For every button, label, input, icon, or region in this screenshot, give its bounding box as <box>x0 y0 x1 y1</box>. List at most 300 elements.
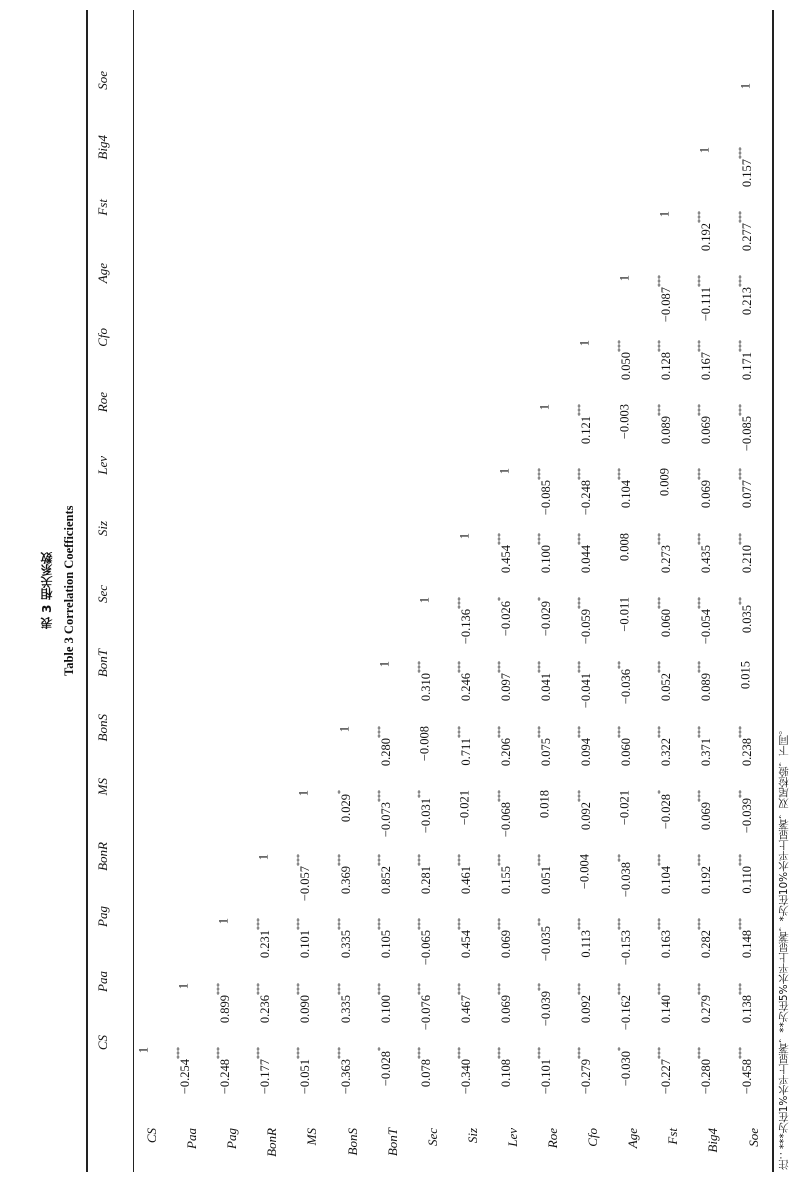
significance-stars: *** <box>295 1047 305 1059</box>
correlation-cell <box>696 726 714 766</box>
correlation-cell <box>696 661 714 701</box>
correlation-cell <box>618 790 633 825</box>
correlation-cell <box>496 918 514 958</box>
significance-stars: *** <box>576 725 586 738</box>
cell-value: −0.136 <box>458 608 473 645</box>
correlation-cell <box>175 1047 193 1094</box>
cell-value: 1 <box>577 339 592 346</box>
cell-value: 0.060 <box>659 608 674 638</box>
significance-stars: *** <box>696 339 706 352</box>
cell-value: −0.041 <box>579 673 594 709</box>
significance-stars: *** <box>656 1047 666 1059</box>
significance-stars: *** <box>335 918 345 931</box>
significance-stars: * <box>656 789 666 794</box>
significance-stars: *** <box>696 661 706 674</box>
cell-value: 0.018 <box>537 789 552 818</box>
significance-stars: *** <box>736 468 746 481</box>
table-caption-zh: 表 3 相关系数 <box>40 552 54 630</box>
cell-value: −0.087 <box>659 287 674 323</box>
correlation-cell <box>576 661 594 708</box>
correlation-cell <box>656 275 674 322</box>
correlation-cell <box>576 468 594 515</box>
significance-stars: *** <box>736 404 746 416</box>
cell-value: 0.077 <box>739 480 754 509</box>
correlation-cell <box>457 790 472 825</box>
cell-value: −0.036 <box>619 669 634 705</box>
significance-stars: *** <box>736 854 746 867</box>
significance-stars: *** <box>495 1047 505 1059</box>
correlation-cell <box>536 661 554 701</box>
significance-stars: *** <box>736 211 746 224</box>
significance-stars: *** <box>375 854 385 867</box>
cell-value: 1 <box>617 275 632 282</box>
cell-value: 0.140 <box>659 994 674 1023</box>
correlation-cell <box>337 726 352 732</box>
correlation-cell <box>376 1047 394 1086</box>
significance-stars: *** <box>576 404 586 416</box>
column-header-age: Age <box>95 263 110 284</box>
header-rule <box>133 10 134 1172</box>
significance-stars: *** <box>415 918 425 931</box>
significance-stars: *** <box>736 1047 746 1059</box>
correlation-cell <box>456 854 474 894</box>
correlation-cell <box>255 983 273 1023</box>
significance-stars: * <box>495 596 505 601</box>
cell-value: −0.101 <box>539 1059 554 1095</box>
significance-stars: *** <box>736 918 746 931</box>
correlation-cell <box>576 918 594 958</box>
significance-stars: *** <box>415 854 425 867</box>
correlation-cell <box>257 854 272 860</box>
correlation-cell <box>376 918 394 958</box>
correlation-cell <box>335 983 353 1023</box>
cell-value: −0.248 <box>579 480 594 516</box>
correlation-cell <box>376 983 394 1023</box>
significance-stars: * <box>535 596 545 601</box>
correlation-cell <box>736 790 754 833</box>
cell-value: −0.363 <box>338 1059 353 1095</box>
cell-value: 0.435 <box>699 544 714 573</box>
correlation-cell <box>536 726 554 766</box>
significance-stars: *** <box>616 725 626 738</box>
column-header-sec: Sec <box>95 584 110 603</box>
correlation-cell <box>496 854 514 894</box>
significance-stars: *** <box>375 725 385 738</box>
correlation-cell <box>616 918 634 965</box>
correlation-cell <box>738 83 753 89</box>
significance-stars: *** <box>576 468 586 481</box>
significance-stars: *** <box>375 789 385 802</box>
significance-stars: *** <box>415 661 425 674</box>
significance-stars: *** <box>175 1047 185 1059</box>
cell-value: −0.028 <box>659 793 674 829</box>
column-header-bons: BonS <box>95 713 110 741</box>
cell-value: −0.039 <box>539 990 554 1026</box>
correlation-cell <box>736 275 754 315</box>
column-header-cfo: Cfo <box>95 327 110 347</box>
cell-value: 1 <box>256 854 271 861</box>
cell-value: 0.015 <box>738 661 752 690</box>
correlation-cell <box>656 340 674 380</box>
significance-stars: *** <box>656 532 666 545</box>
cell-value: 1 <box>537 404 552 411</box>
correlation-cell <box>736 340 754 380</box>
correlation-cell <box>497 468 512 474</box>
significance-stars: *** <box>696 918 706 931</box>
cell-value: 0.192 <box>699 866 714 895</box>
significance-stars: *** <box>535 468 545 481</box>
cell-value: −0.021 <box>617 789 632 825</box>
correlation-cell <box>255 918 273 958</box>
cell-value: −0.073 <box>378 801 393 837</box>
cell-value: 0.138 <box>739 994 754 1023</box>
significance-stars: ** <box>616 661 626 670</box>
correlation-cell <box>656 726 674 766</box>
significance-stars: ** <box>535 982 545 991</box>
significance-stars: *** <box>535 532 545 545</box>
cell-value: −0.280 <box>699 1059 714 1095</box>
significance-stars: *** <box>495 532 505 545</box>
cell-value: 1 <box>337 725 351 732</box>
cell-value: 1 <box>377 661 392 668</box>
correlation-cell <box>376 854 394 894</box>
row-label-bonr: BonR <box>264 1128 280 1157</box>
column-header-fst: Fst <box>95 199 110 216</box>
correlation-cell <box>618 597 633 632</box>
significance-stars: *** <box>495 982 505 995</box>
correlation-cell <box>656 597 674 637</box>
correlation-cell <box>456 597 474 644</box>
cell-value: 0.009 <box>657 468 672 497</box>
cell-value: 0.852 <box>378 866 393 895</box>
significance-stars: *** <box>576 596 586 609</box>
cell-value: 0.008 <box>617 532 632 561</box>
correlation-cell <box>578 340 593 346</box>
correlation-cell <box>177 983 192 989</box>
correlation-cell <box>217 918 232 924</box>
significance-stars: * <box>616 1047 626 1051</box>
correlation-cell <box>696 983 714 1023</box>
significance-stars: *** <box>696 532 706 545</box>
cell-value: −0.029 <box>539 600 554 637</box>
correlation-cell <box>376 726 394 766</box>
correlation-cell <box>295 1047 313 1094</box>
correlation-cell <box>736 597 754 633</box>
significance-stars: *** <box>455 854 465 867</box>
row-label-paa: Paa <box>184 1128 200 1149</box>
significance-stars: *** <box>656 404 666 416</box>
cell-value: −0.039 <box>739 797 754 833</box>
column-header-ms: MS <box>95 777 110 796</box>
correlation-cell <box>618 275 633 281</box>
significance-stars: *** <box>696 789 706 802</box>
correlation-cell <box>618 533 633 561</box>
correlation-cell <box>696 918 714 958</box>
cell-value: 0.105 <box>378 930 393 959</box>
significance-stars: *** <box>736 725 746 738</box>
cell-value: 0.092 <box>579 801 594 830</box>
cell-value: 0.060 <box>619 737 634 766</box>
cell-value: 0.069 <box>699 480 714 509</box>
cell-value: 1 <box>417 596 432 604</box>
cell-value: 0.029 <box>338 793 353 822</box>
correlation-cell <box>496 661 514 701</box>
column-header-lev: Lev <box>95 456 110 476</box>
correlation-cell <box>696 597 714 644</box>
significance-stars: *** <box>535 1047 545 1059</box>
cell-value: 0.050 <box>619 351 634 380</box>
correlation-cell <box>736 404 754 451</box>
correlation-cell <box>456 918 474 958</box>
significance-stars: ** <box>535 918 545 927</box>
cell-value: −0.111 <box>699 287 714 322</box>
cell-value: 0.454 <box>498 544 513 573</box>
correlation-cell <box>696 404 714 444</box>
cell-value: 0.092 <box>579 994 594 1023</box>
row-label-lev: Lev <box>504 1128 520 1147</box>
significance-stars: *** <box>736 146 746 159</box>
row-label-siz: Siz <box>464 1128 480 1144</box>
correlation-cell <box>496 983 514 1023</box>
correlation-cell <box>576 597 594 644</box>
significance-stars: *** <box>215 1047 225 1059</box>
correlation-cell <box>736 468 754 508</box>
cell-value: 0.246 <box>458 673 473 702</box>
cell-value: 0.238 <box>739 737 754 766</box>
significance-stars: *** <box>535 725 545 738</box>
cell-value: −0.458 <box>739 1059 754 1095</box>
correlation-cell <box>536 854 554 894</box>
correlation-cell <box>736 147 754 187</box>
cell-value: 0.167 <box>699 351 714 380</box>
significance-stars: *** <box>656 339 666 352</box>
significance-stars: *** <box>696 1047 706 1059</box>
significance-stars: *** <box>255 918 265 931</box>
cell-value: 0.052 <box>659 673 674 702</box>
significance-stars: *** <box>455 596 465 609</box>
significance-stars: *** <box>656 275 666 288</box>
cell-value: 0.280 <box>378 737 393 766</box>
significance-stars: *** <box>696 854 706 867</box>
significance-stars: *** <box>576 1047 586 1059</box>
cell-value: 1 <box>497 468 512 475</box>
significance-stars: *** <box>255 982 265 995</box>
correlation-cell <box>538 404 553 410</box>
cell-value: 0.113 <box>579 930 594 959</box>
cell-value: 0.078 <box>418 1059 433 1088</box>
significance-stars: *** <box>656 661 666 674</box>
correlation-cell <box>496 533 514 573</box>
correlation-cell <box>335 790 353 822</box>
correlation-cell <box>576 404 594 444</box>
correlation-cell <box>576 983 594 1023</box>
correlation-cell <box>736 533 754 573</box>
correlation-cell <box>417 597 432 603</box>
significance-stars: * <box>335 789 345 794</box>
correlation-cell <box>698 147 713 153</box>
correlation-cell <box>696 468 714 508</box>
significance-stars: *** <box>696 404 706 416</box>
row-label-ms: MS <box>304 1128 320 1146</box>
correlation-cell <box>658 211 673 217</box>
column-header-roe: Roe <box>95 392 110 413</box>
correlation-cell <box>215 983 233 1023</box>
correlation-cell <box>616 1047 634 1086</box>
significance-stars: *** <box>535 661 545 674</box>
cell-value: −0.003 <box>617 404 632 440</box>
correlation-cell <box>656 983 674 1023</box>
cell-value: 0.128 <box>659 351 674 380</box>
cell-value: −0.031 <box>418 797 433 833</box>
cell-value: 0.282 <box>699 930 714 959</box>
significance-stars: ** <box>736 596 746 605</box>
significance-stars: *** <box>455 725 465 738</box>
top-rule <box>86 10 88 1172</box>
significance-stars: *** <box>495 918 505 931</box>
correlation-cell <box>416 790 434 833</box>
cell-value: 0.277 <box>739 223 754 252</box>
column-header-bont: BonT <box>95 649 110 678</box>
significance-stars: *** <box>696 725 706 738</box>
row-label-cfo: Cfo <box>585 1128 601 1147</box>
cell-value: 0.069 <box>498 930 513 959</box>
significance-stars: ** <box>415 789 425 798</box>
significance-stars: ** <box>736 789 746 798</box>
cell-value: −0.059 <box>579 608 594 645</box>
cell-value: −0.057 <box>298 866 313 902</box>
cell-value: −0.035 <box>539 926 554 962</box>
significance-stars: *** <box>335 982 345 995</box>
correlation-cell <box>536 468 554 515</box>
cell-value: 0.279 <box>699 994 714 1023</box>
significance-stars: *** <box>335 1047 345 1059</box>
correlation-cell <box>616 726 634 766</box>
cell-value: 1 <box>738 82 752 89</box>
cell-value: 1 <box>657 211 672 218</box>
cell-value: 0.035 <box>739 604 754 634</box>
correlation-cell <box>137 1047 152 1053</box>
significance-stars: * <box>375 1047 385 1051</box>
cell-value: 0.069 <box>498 994 513 1023</box>
correlation-cell <box>456 726 474 766</box>
correlation-cell <box>656 854 674 894</box>
correlation-cell <box>297 790 312 796</box>
cell-value: 0.075 <box>539 737 554 766</box>
cell-value: 0.335 <box>338 930 353 959</box>
correlation-cell <box>616 340 634 380</box>
cell-value: 0.090 <box>298 994 313 1023</box>
cell-value: −0.028 <box>378 1051 393 1087</box>
cell-value: 0.163 <box>659 930 674 959</box>
cell-value: 1 <box>697 146 712 154</box>
significance-stars: *** <box>455 982 465 995</box>
cell-value: 0.711 <box>458 737 473 766</box>
cell-value: 1 <box>296 789 311 797</box>
correlation-cell <box>696 340 714 380</box>
bottom-rule <box>772 10 774 1172</box>
column-header-soe: Soe <box>95 70 110 90</box>
significance-stars: *** <box>656 596 666 609</box>
significance-stars: *** <box>455 661 465 674</box>
cell-value: −0.227 <box>659 1059 674 1095</box>
cell-value: 0.089 <box>659 416 674 445</box>
correlation-cell <box>616 983 634 1030</box>
cell-value: 0.281 <box>418 866 433 895</box>
row-label-bont: BonT <box>384 1128 400 1157</box>
significance-stars: *** <box>696 596 706 609</box>
correlation-cell <box>656 533 674 573</box>
significance-stars: *** <box>576 982 586 995</box>
cell-value: −0.085 <box>539 480 554 516</box>
cell-value: 1 <box>216 918 231 925</box>
correlation-cell <box>736 726 754 766</box>
significance-stars: *** <box>375 982 385 995</box>
significance-stars: *** <box>616 982 626 995</box>
cell-value: −0.068 <box>498 801 513 837</box>
significance-stars: *** <box>696 211 706 224</box>
row-label-bons: BonS <box>344 1128 360 1156</box>
cell-value: −0.038 <box>619 862 634 898</box>
significance-stars: *** <box>656 918 666 931</box>
cell-value: −0.030 <box>619 1051 634 1087</box>
cell-value: 0.231 <box>258 930 273 959</box>
cell-value: 0.467 <box>458 994 473 1023</box>
column-header-siz: Siz <box>95 520 110 536</box>
row-label-soe: Soe <box>745 1128 761 1147</box>
significance-stars: *** <box>495 789 505 802</box>
correlation-cell <box>295 854 313 901</box>
significance-stars: *** <box>736 532 746 545</box>
cell-value: 0.273 <box>659 544 674 573</box>
cell-value: −0.248 <box>218 1059 233 1095</box>
cell-value: 0.454 <box>458 930 473 959</box>
correlation-cell <box>576 1047 594 1094</box>
cell-value: 0.069 <box>699 416 714 445</box>
correlation-cell <box>536 983 554 1026</box>
cell-value: −0.021 <box>457 789 472 825</box>
significance-stars: *** <box>616 918 626 931</box>
cell-value: 0.310 <box>418 673 433 702</box>
cell-value: 0.094 <box>579 737 594 766</box>
cell-value: −0.162 <box>619 994 634 1030</box>
correlation-cell <box>416 661 434 701</box>
correlation-cell <box>416 1047 434 1087</box>
correlation-cell <box>696 1047 714 1094</box>
correlation-cell <box>576 790 594 830</box>
correlation-cell <box>456 983 474 1023</box>
cell-value: 1 <box>457 532 472 539</box>
correlation-cell <box>457 533 472 539</box>
table-caption-en: Table 3 Correlation Coefficients <box>62 505 76 677</box>
significance-stars: *** <box>415 982 425 995</box>
cell-value: 0.101 <box>298 930 313 959</box>
correlation-cell <box>536 597 554 636</box>
cell-value: 0.206 <box>498 737 513 766</box>
cell-value: 0.461 <box>458 866 473 895</box>
correlation-cell <box>736 983 754 1023</box>
significance-stars: *** <box>495 725 505 738</box>
cell-value: 0.171 <box>739 351 754 380</box>
correlation-cell <box>656 1047 674 1094</box>
correlation-cell <box>377 661 392 667</box>
significance-stars: *** <box>656 725 666 738</box>
cell-value: 0.104 <box>659 866 674 895</box>
cell-value: −0.279 <box>579 1059 594 1095</box>
correlation-cell <box>215 1047 233 1094</box>
significance-stars: *** <box>656 854 666 867</box>
row-label-fst: Fst <box>665 1128 681 1145</box>
significance-stars: *** <box>696 982 706 995</box>
